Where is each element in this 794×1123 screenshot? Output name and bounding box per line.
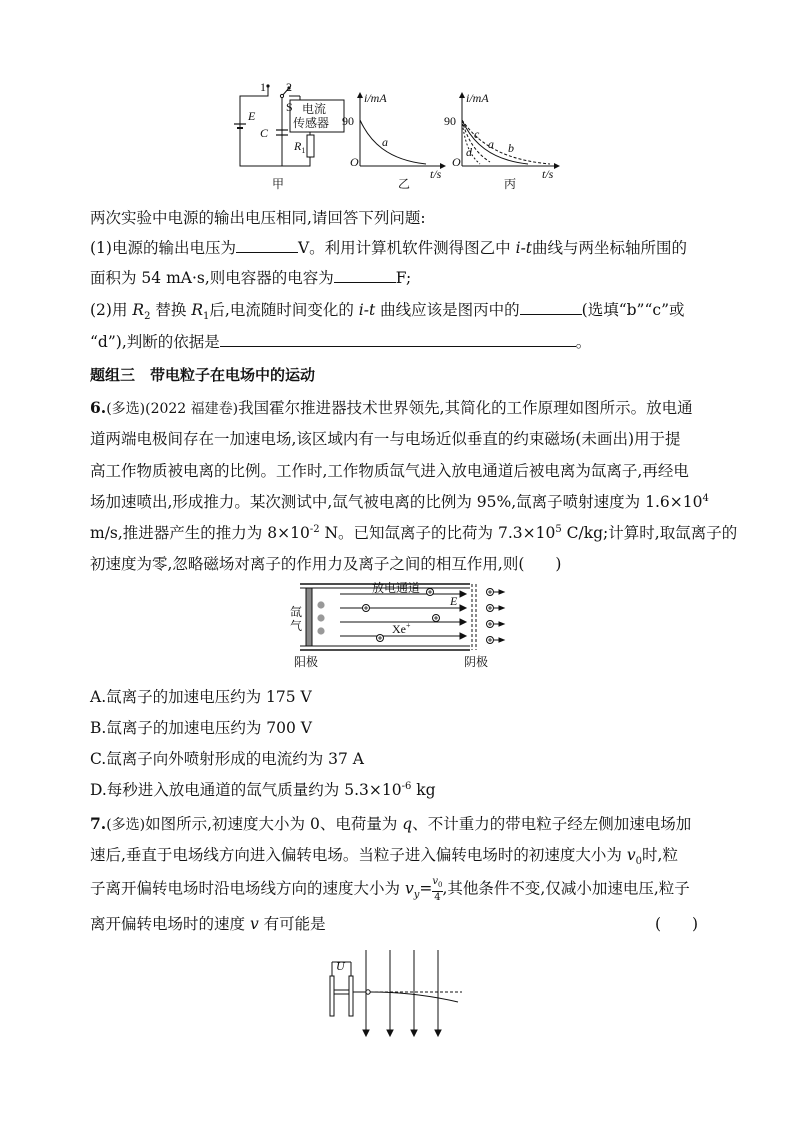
caption-bing: 丙 bbox=[504, 177, 517, 191]
curve-c-bing: c bbox=[474, 127, 480, 141]
channel-label: 放电通道 bbox=[372, 581, 421, 595]
q6-line2: 道两端电极间存在一加速电场,该区域内有一与电场近似垂直的约束磁场(未画出)用于提 bbox=[90, 430, 681, 448]
pin-2-label: 2 bbox=[286, 80, 292, 94]
xlabel-yi: t/s bbox=[430, 167, 442, 181]
anode-label: 阳极 bbox=[294, 655, 319, 669]
origin-yi: O bbox=[350, 155, 359, 169]
curve-d-bing: d bbox=[466, 145, 472, 159]
q6-option-d[interactable]: D.每秒进入放电通道的氙气质量约为 $5.3\times 10^{-6}$ kg bbox=[90, 780, 436, 799]
hall-thruster-figure bbox=[290, 580, 506, 672]
top-figures bbox=[230, 80, 570, 192]
field-label: E bbox=[450, 594, 458, 608]
voltage-label: U bbox=[336, 959, 345, 973]
ytick-bing: 90 bbox=[444, 114, 456, 128]
ion-charge: + bbox=[406, 621, 411, 630]
answer-blank-curve[interactable] bbox=[520, 300, 582, 315]
q7-line1: 7.(多选)如图所示,初速度大小为 0、电荷量为 q、不计重力的带电粒子经左侧加速电场加 bbox=[90, 814, 692, 833]
q5-intro: 两次实验中电源的输出电压相同,请回答下列问题: bbox=[90, 209, 426, 227]
graph-yi bbox=[342, 91, 446, 191]
capacitor-label: C bbox=[260, 126, 269, 140]
curve-a-bing: a bbox=[488, 137, 494, 151]
ytick-yi: 90 bbox=[342, 114, 354, 128]
gas-label-1: 氙 bbox=[290, 605, 303, 619]
gas-label-2: 气 bbox=[290, 619, 303, 633]
q5-part1-line1: (1)电源的输出电压为 V。利用计算机软件测得图乙中 i-t曲线与两坐标轴所围的 bbox=[90, 239, 688, 257]
origin-bing: O bbox=[452, 155, 461, 169]
q6-line4: 场加速喷出,形成推力。某次测试中,氙气被电离的比例为 95%,氙离子喷射速度为 $1.6\times 10^4$ bbox=[90, 492, 709, 511]
switch-label: S bbox=[286, 100, 293, 114]
answer-blank-reason[interactable] bbox=[220, 332, 576, 347]
q6-line6: 初速度为零,忽略磁场对离子的作用力及离子之间的相互作用,则( ) bbox=[90, 555, 562, 573]
sensor-label-2: 传感器 bbox=[293, 116, 330, 130]
caption-yi: 乙 bbox=[398, 177, 411, 191]
resistor-subscript: 1 bbox=[301, 146, 306, 155]
sensor-label-1: 电流 bbox=[302, 102, 327, 116]
q6-line3: 高工作物质被电离的比例。工作时,工作物质氙气进入放电通道后被电离为氙离子,再经电 bbox=[90, 462, 689, 480]
emf-label: E bbox=[248, 109, 256, 123]
q6-option-a[interactable]: A.氙离子的加速电压约为 175 V bbox=[90, 688, 312, 706]
section-title: 题组三 带电粒子在电场中的运动 bbox=[90, 366, 316, 384]
svg-text:Xe+ bbox=[392, 621, 411, 636]
svg-text:R1 bbox=[293, 139, 305, 155]
caption-jia: 甲 bbox=[272, 177, 285, 191]
q5-part1-line2: 面积为 54 mA·s,则电容器的电容为 F; bbox=[90, 269, 412, 287]
answer-blank-capacitance[interactable] bbox=[334, 268, 396, 283]
q7-line4: 离开偏转电场时的速度 v 有可能是 bbox=[90, 915, 326, 933]
curve-a-yi: a bbox=[382, 135, 388, 149]
q6-option-c[interactable]: C.氙离子向外喷射形成的电流约为 37 A bbox=[90, 750, 365, 768]
q5-part2-line1: (2)用 $R_2$ 替换 $R_1$后,电流随时间变化的 i-t 曲线应该是图丙中的 (选填“b”“c”或 bbox=[90, 301, 685, 323]
q7-line3: 子离开偏转电场时沿电场线方向的速度大小为 $v_y=$ $\frac{v_0}{4}$ ,其他条件不变,仅减小加速电压,粒子 bbox=[90, 876, 690, 903]
curve-b-bing: b bbox=[508, 141, 514, 155]
q6-option-b[interactable]: B.氙离子的加速电压约为 700 V bbox=[90, 719, 312, 737]
ylabel-yi: i/mA bbox=[364, 91, 387, 105]
ylabel-bing: i/mA bbox=[466, 91, 489, 105]
q5-part2-line2: “d”),判断的依据是 。 bbox=[90, 333, 592, 351]
q7-line2: 速后,垂直于电场线方向进入偏转电场。当粒子进入偏转电场时的初速度大小为 $v_0$时,粒 bbox=[90, 846, 678, 868]
pin-1-label: 1 bbox=[260, 80, 266, 94]
q6-line1: 6.(多选)(2022 福建卷)我国霍尔推进器技术世界领先,其简化的工作原理如图所示。放电通 bbox=[90, 398, 693, 417]
deflection-figure bbox=[322, 946, 466, 1042]
circuit-diagram bbox=[234, 80, 344, 191]
xlabel-bing: t/s bbox=[542, 167, 554, 181]
resistor-label: R bbox=[294, 139, 302, 153]
cathode-label: 阴极 bbox=[464, 655, 489, 669]
graph-bing bbox=[444, 91, 560, 191]
answer-blank-voltage[interactable] bbox=[236, 238, 298, 253]
q7-answer-paren[interactable]: ( ) bbox=[655, 915, 699, 933]
ion-label: Xe bbox=[392, 622, 406, 636]
q6-line5: m/s,推进器产生的推力为 $8\times 10^{-2}$ N。已知氙离子的比荷为 $7.3\times 10^5$ C/kg;计算时,取氙离子的 bbox=[90, 523, 738, 542]
